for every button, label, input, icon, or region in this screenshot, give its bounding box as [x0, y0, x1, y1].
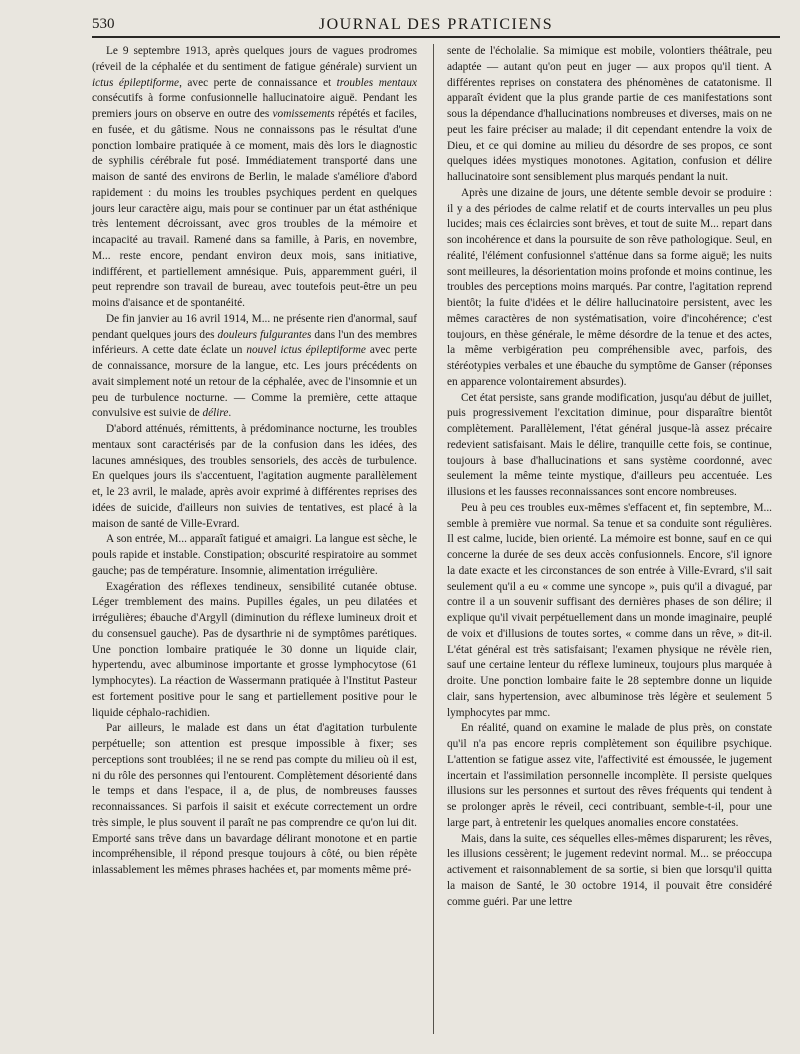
- paragraph: [447, 501, 772, 722]
- paragraph: [447, 832, 772, 911]
- text-run: sente de l'écholalie. Sa mimique est mobile, volontiers théâtrale, peu adaptée — autant qu'on peut en juger — aux propos qu'il tient. A différentes reprises on constatera des phénomènes de catatonisme. Il apparaît évident que la plus grande partie de ces manifestations sont sous la dépendance d'hallucinations nombreuses et diverses, mais on ne peut les faire préciser au malade; il dit cependant entendre la voix de Dieu, et ce qui domine au milieu du désordre de ses propos, ce sont quelques idées mystiques monotones. Agitation, confusion et délire hallucinatoire sont sensiblement plus marqués pendant la nuit.: [447, 45, 772, 183]
- text-run: De fin janvier au 16 avril 1914, M... ne présente rien d'anormal, sauf pendant quelques jours des: [92, 312, 417, 341]
- paragraph: [447, 44, 772, 186]
- paragraph: [92, 532, 417, 579]
- text-run: Le 9 septembre 1913, après quelques jours de vagues prodromes (réveil de la céphalée et du sentiment de fatigue générale) survient un: [92, 45, 417, 73]
- italic-run: nouvel ictus épileptiforme: [246, 344, 366, 357]
- paragraph: [447, 186, 772, 391]
- text-run: Mais, dans la suite, ces séquelles elles-mêmes disparurent; les rêves, les illusions cessèrent; le jugement redevint normal. M... se préoccupa activement et raisonnablement de sa sortie, si bien que lorsqu'il quitta la maison de Santé, le 30 octobre 1914, il pouvait être considéré comme guéri. Par une lettre: [447, 832, 772, 908]
- italic-run: ictus épileptiforme: [92, 76, 180, 89]
- italic-run: troubles mentaux: [336, 76, 417, 89]
- paragraph: [92, 44, 417, 312]
- paragraph: [92, 312, 417, 422]
- text-run: En réalité, quand on examine le malade de plus près, on constate qu'il n'a pas encore repris complètement son équilibre psychique. L'attention se fatigue assez vite, l'affectivité est émoussée, le jugement incertain et l'assimilation personnelle incomplète. Il persiste quelques illusions sur les personnes et surtout des rêves fréquents qui tendent à se prolonger après le réveil, ceci contribuant, semble-t-il, pour une large part, à entretenir les quelques anomalies encore constatées.: [447, 722, 772, 829]
- text-run: A son entrée, M... apparaît fatigué et amaigri. La langue est sèche, le pouls rapide et instable. Constipation; obscurité respiratoire au sommet gauche; pas de température. Insomnie, alimentation irrégulière.: [92, 533, 417, 577]
- italic-run: douleurs fulgurantes: [217, 328, 312, 341]
- italic-run: délire: [202, 407, 229, 420]
- text-run: Exagération des réflexes tendineux, sensibilité cutanée obtuse. Léger tremblement des mains. Pupilles égales, un peu dilatées et irrégulières; ébauche d'Argyll (diminution du réflexe lumineux droit et du consensuel gauche). Pas de dysarthrie ni de symptômes parétiques. Une ponction lombaire pratiquée le 30 donne un liquide clair, hypertendu, avec albuminose importante et grosse lymphocytose (61 lymphocytes). La réaction de Wassermann pratiquée à l'Institut Pasteur est fortement positive pour le sang et partiellement positive pour le liquide céphalo-rachidien.: [92, 580, 417, 719]
- page-header: [92, 14, 780, 38]
- text-run: .: [228, 407, 232, 420]
- text-run: avec perte de connaissance, morsure de la langue, etc. Les jours précédents on avait simplement noté un retour de la céphalée, avec de l'insomnie et un peu de turbulence nocturne. — Comme la première, cette attaque convulsive est suivie de: [92, 344, 418, 420]
- text-run: D'abord atténués, rémittents, à prédominance nocturne, les troubles mentaux sont caractérisés par de la confusion dans les idées, des lacunes amnésiques, des troubles sensoriels, des accès de turbulence. En quelques jours ils s'accentuent, l'agitation augmente parallèlement et, le 23 avril, le malade, après avoir exprimé à différentes reprises des idées de suicide, d'ailleurs non suivies de tentatives, est placé à la maison de santé de Ville-Evrard.: [92, 423, 417, 530]
- text-run: consécutifs à forme confusionnelle hallucinatoire aiguë. Pendant les premiers jours on observe en outre des: [92, 92, 417, 120]
- page-number: 530: [92, 16, 115, 32]
- text-run: , avec perte de connaissance et: [179, 76, 337, 89]
- journal-title: JOURNAL DES PRATICIENS: [318, 16, 554, 33]
- italic-run: vomissements: [272, 108, 335, 120]
- text-run: Après une dizaine de jours, une détente semble devoir se produire : il y a des périodes de calme relatif et de courts intervalles un peu plus lucides; mais ces éclaircies sont brèves, et tout de suite M... repart dans son incohérence et dans la poursuite de son rêve pathologique. Seul, en réalité, l'élément confusionnel s'atténue dans sa forme aiguë; les nuits sont meilleures, la désorientation moins profonde et moins continue, les troubles des perceptions moins marqués. Par contre, l'agitation reprend bientôt; la fuite d'idées et le délire hallucinatoire persistent, avec les mêmes caractères de non systématisation, voire d'incohérence; c'est toujours, en thèse générale, le même désordre de la tenue et des actes, la même verbigération peu compréhensible avec, parfois, des stéréotypies verbales et une ébauche du symptôme de Ganser (réponses en apparence volontairement absurdes).: [447, 186, 772, 388]
- paragraph: [92, 721, 417, 879]
- paragraph: [92, 580, 417, 722]
- text-run: Peu à peu ces troubles eux-mêmes s'effacent et, fin septembre, M... semble à première vue normal. Sa tenue et sa conduite sont régulières. Il est calme, lucide, bien orienté. La mémoire est bonne, sauf en ce qui concerne la durée de ses deux accès confusionnels. Encore, s'il ignore la date exacte et les circonstances de son entrée à Ville-Evrard, s'il sait seulement qu'il a eu « comme une syncope », puis qu'il a divagué, par contre il a un souvenir suffisant des dernières phases de son délire; il explique qu'il vivait perpétuellement dans un monde imaginaire, peuplé de voix et d'illusions de toutes sortes, « comme dans un rêve, » dit-il. L'état général est très satisfaisant; l'examen physique ne révèle rien, sauf une certaine lenteur du réflexe lumineux, toujours plus marquée à droite. Une ponction lombaire faite le 28 septembre donne un liquide clair, sans hypertension, avec albuminose très légère et seulement 5 lymphocytes par mmc.: [447, 501, 772, 719]
- text-run: répétés et faciles, en fusée, et du gâtisme. Nous ne connaissons pas le résultat d'une ponction lombaire pratiquée à ce moment, mais dès lors le diagnostic de syphilis cérébrale fut posé. Immédiatement transporté dans une maison de santé des environs de Berlin, le malade s'améliore d'abord rapidement : du moins les troubles psychiques perdent en quelques jours leur caractère aigu, mais pour se continuer par un état asthénique très lentement décroissant, avec gros troubles de la mémoire et incapacité au travail. Ramené dans sa famille, à Paris, en novembre, M... reste encore, pendant environ deux mois, sans initiative, indifférent, et partiellement amnésique. Puis, apparemment guéri, il peut reprendre son travail de bureau, avec toutefois peut-être un peu moins d'aisance et de spontanéité.: [92, 108, 417, 309]
- paragraph: [447, 391, 772, 501]
- text-run: Cet état persiste, sans grande modification, jusqu'au début de juillet, puis progressivement l'excitation diminue, pour disparaître bientôt complètement. Parallèlement, l'état général jusque-là assez précaire redevient satisfaisant. Mais le délire, tranquille cette fois, se continue, toujours à base d'hallucinations et sans système coordonné, avec seulement la même teinte mystique, d'ailleurs peu accentuée. Les illusions et les fausses reconnaissances sont encore nombreuses.: [447, 391, 772, 498]
- text-run: Par ailleurs, le malade est dans un état d'agitation turbulente perpétuelle; son attention est presque impossible à fixer; ses perceptions sont troublées; il ne se rend pas compte du milieu où il est, ni du rôle des personnes qui l'entourent. Complètement désorienté dans le temps et dans l'espace, il a, de plus, de nombreuses fausses reconnaissances. Si parfois il saisit et exécute correctement un ordre très simple, le plus souvent il paraît ne pas comprendre ce qu'on lui dit. Emporté sans trêve dans un bavardage délirant monotone et en partie incompréhensible, il répond presque toujours à côté, ou bien répète inlassablement les mêmes phrases hachées et, par moments même pré-: [92, 722, 417, 876]
- column-divider: [433, 44, 434, 1034]
- paragraph: [447, 721, 772, 831]
- right-column: [447, 44, 772, 910]
- paragraph: [92, 422, 417, 532]
- text-run: dans l'un des membres inférieurs. A cette date éclate un: [92, 328, 417, 357]
- left-column: [92, 44, 417, 879]
